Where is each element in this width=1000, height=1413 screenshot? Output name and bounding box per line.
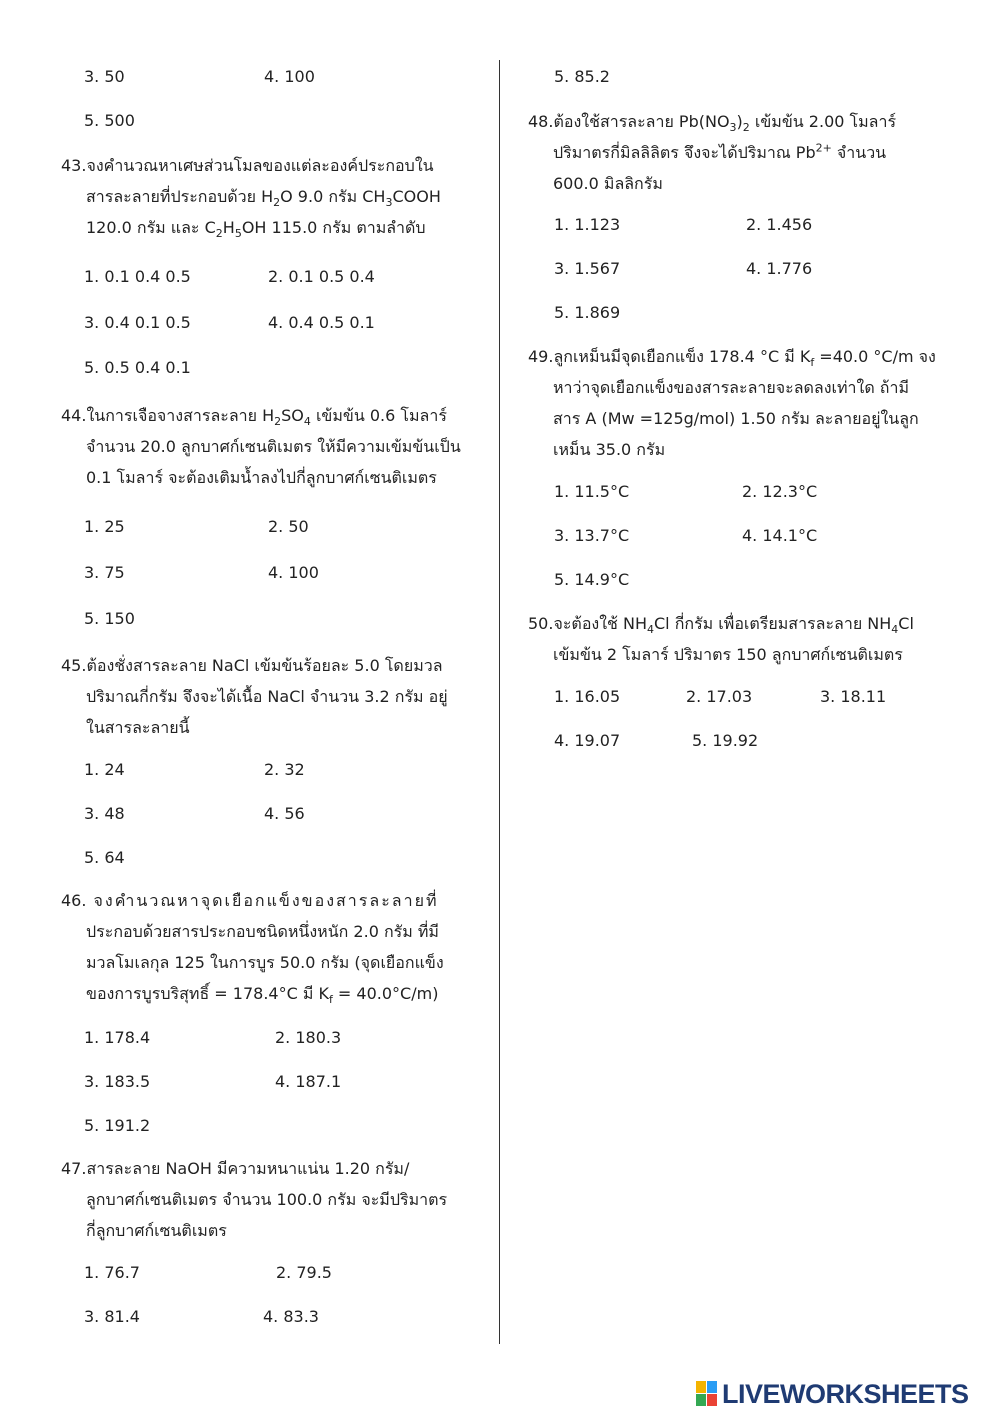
q45-option-4[interactable]: 4. 56 bbox=[264, 804, 305, 823]
q49-option-1[interactable]: 1. 11.5°C bbox=[554, 482, 630, 501]
question-text: ประกอบด้วยสารประกอบชนิดหนึ่งหนัก 2.0 กรัม ที่มี bbox=[86, 922, 439, 941]
q42-option-3: 3. 50 bbox=[84, 67, 125, 86]
q43-option-1[interactable]: 1. 0.1 0.4 0.5 bbox=[84, 267, 191, 286]
liveworksheets-logo bbox=[696, 1376, 969, 1412]
question-text: ต้องใช้สารละลาย $Pb(NO_3)_2$ เข้มข้น 2.00 โมลาร์ bbox=[553, 112, 897, 135]
question-49 bbox=[528, 341, 940, 465]
q45-option-5[interactable]: 5. 64 bbox=[84, 848, 125, 867]
q45-option-1[interactable]: 1. 24 bbox=[84, 760, 125, 779]
question-number: 49. bbox=[528, 347, 554, 366]
question-number: 46. bbox=[61, 891, 87, 910]
question-text: ในการเจือจางสารละลาย $H_2SO_4$ เข้มข้น 0.6 โมลาร์ bbox=[86, 406, 447, 429]
q48-option-3[interactable]: 3. 1.567 bbox=[554, 259, 621, 278]
question-text: จงคำนวณหาจุดเยือกแข็งของสารละลายที่ bbox=[86, 891, 439, 910]
q46-option-4[interactable]: 4. 187.1 bbox=[275, 1072, 342, 1091]
question-text: 120.0 กรัม และ $C_2H_5OH$ 115.0 กรัม ตามลำดับ bbox=[86, 218, 426, 241]
column-divider bbox=[499, 60, 500, 1344]
q50-option-5[interactable]: 5. 19.92 bbox=[692, 731, 759, 750]
q43-option-4[interactable]: 4. 0.4 0.5 0.1 bbox=[268, 313, 375, 332]
question-text: ต้องชั่งสารละลาย NaCl เข้มข้นร้อยละ 5.0 โดยมวล bbox=[86, 656, 443, 675]
question-text: สารละลาย NaOH มีความหนาแน่น 1.20 กรัม/ bbox=[86, 1159, 410, 1178]
question-43 bbox=[61, 150, 473, 243]
q47-option-4[interactable]: 4. 83.3 bbox=[263, 1307, 319, 1326]
question-text: ปริมาณกี่กรัม จึงจะได้เนื้อ NaCl จำนวน 3.2 กรัม อยู่ bbox=[86, 687, 448, 706]
q46-option-2[interactable]: 2. 180.3 bbox=[275, 1028, 342, 1047]
q44-option-1[interactable]: 1. 25 bbox=[84, 517, 125, 536]
q46-option-3[interactable]: 3. 183.5 bbox=[84, 1072, 151, 1091]
question-text: ลูกบาศก์เซนติเมตร จำนวน 100.0 กรัม จะมีปริมาตร bbox=[86, 1190, 448, 1209]
q50-option-3[interactable]: 3. 18.11 bbox=[820, 687, 887, 706]
question-number: 44. bbox=[61, 406, 87, 425]
q50-option-2[interactable]: 2. 17.03 bbox=[686, 687, 753, 706]
q44-option-4[interactable]: 4. 100 bbox=[268, 563, 319, 582]
q45-option-3[interactable]: 3. 48 bbox=[84, 804, 125, 823]
question-text: จะต้องใช้ $NH_4Cl$ กี่กรัม เพื่อเตรียมสารละลาย $NH_4Cl$ bbox=[553, 614, 914, 637]
question-48 bbox=[528, 106, 940, 199]
question-text: สารละลายที่ประกอบด้วย $H_2O$ 9.0 กรัม $CH_3COOH$ bbox=[86, 187, 441, 210]
question-text: กี่ลูกบาศก์เซนติเมตร bbox=[86, 1221, 227, 1240]
q44-option-2[interactable]: 2. 50 bbox=[268, 517, 309, 536]
q47-option-2[interactable]: 2. 79.5 bbox=[276, 1263, 332, 1282]
liveworksheets-mark-icon bbox=[696, 1381, 718, 1407]
question-45 bbox=[61, 650, 473, 743]
q43-option-3[interactable]: 3. 0.4 0.1 0.5 bbox=[84, 313, 191, 332]
q48-option-1[interactable]: 1. 1.123 bbox=[554, 215, 621, 234]
q46-option-1[interactable]: 1. 178.4 bbox=[84, 1028, 151, 1047]
question-text: จำนวน 20.0 ลูกบาศก์เซนติเมตร ให้มีความเข้มข้นเป็น bbox=[86, 437, 461, 456]
question-number: 50. bbox=[528, 614, 554, 633]
q49-option-4[interactable]: 4. 14.1°C bbox=[742, 526, 818, 545]
q49-option-3[interactable]: 3. 13.7°C bbox=[554, 526, 630, 545]
q48-option-4[interactable]: 4. 1.776 bbox=[746, 259, 813, 278]
q44-option-5[interactable]: 5. 150 bbox=[84, 609, 135, 628]
question-number: 45. bbox=[61, 656, 87, 675]
q50-option-1[interactable]: 1. 16.05 bbox=[554, 687, 621, 706]
question-text: ของการบูรบริสุทธิ์ = 178.4°C มี $K_f = 40.0^\circ C/m$) bbox=[86, 984, 439, 1007]
q49-option-2[interactable]: 2. 12.3°C bbox=[742, 482, 818, 501]
question-text: เข้มข้น 2 โมลาร์ ปริมาตร 150 ลูกบาศก์เซนติเมตร bbox=[553, 645, 903, 664]
question-46 bbox=[61, 885, 473, 1009]
question-number: 48. bbox=[528, 112, 554, 131]
question-text: ในสารละลายนี้ bbox=[86, 718, 190, 737]
q42-option-5: 5. 500 bbox=[84, 111, 135, 130]
question-number: 47. bbox=[61, 1159, 87, 1178]
question-47 bbox=[61, 1153, 473, 1246]
question-number: 43. bbox=[61, 156, 87, 175]
q49-option-5[interactable]: 5. 14.9°C bbox=[554, 570, 630, 589]
q47-option-3[interactable]: 3. 81.4 bbox=[84, 1307, 140, 1326]
question-44 bbox=[61, 400, 473, 493]
q47-option-5[interactable]: 5. 85.2 bbox=[554, 67, 610, 86]
q47-option-1[interactable]: 1. 76.7 bbox=[84, 1263, 140, 1282]
q50-option-4[interactable]: 4. 19.07 bbox=[554, 731, 621, 750]
question-50 bbox=[528, 608, 940, 670]
q43-option-2[interactable]: 2. 0.1 0.5 0.4 bbox=[268, 267, 375, 286]
question-text: ปริมาตรกี่มิลลิลิตร จึงจะได้ปริมาณ $Pb^{2+}$ จำนวน bbox=[553, 141, 887, 162]
question-text: มวลโมเลกุล 125 ในการบูร 50.0 กรัม (จุดเยือกแข็ง bbox=[86, 953, 444, 972]
q43-option-5[interactable]: 5. 0.5 0.4 0.1 bbox=[84, 358, 191, 377]
q48-option-2[interactable]: 2. 1.456 bbox=[746, 215, 813, 234]
question-text: ลูกเหม็นมีจุดเยือกแข็ง 178.4 °C มี $K_f =40.0$ °C/m จง bbox=[553, 347, 936, 370]
question-text: 0.1 โมลาร์ จะต้องเติมน้ำลงไปกี่ลูกบาศก์เซนติเมตร bbox=[86, 468, 437, 487]
liveworksheets-wordmark: LIVEWORKSHEETS bbox=[722, 1378, 969, 1409]
q42-option-4: 4. 100 bbox=[264, 67, 315, 86]
q44-option-3[interactable]: 3. 75 bbox=[84, 563, 125, 582]
q48-option-5[interactable]: 5. 1.869 bbox=[554, 303, 621, 322]
question-text: หาว่าจุดเยือกแข็งของสารละลายจะลดลงเท่าใด ถ้ามี bbox=[553, 378, 910, 397]
q45-option-2[interactable]: 2. 32 bbox=[264, 760, 305, 779]
q46-option-5[interactable]: 5. 191.2 bbox=[84, 1116, 151, 1135]
question-text: สาร A (Mw =125g/mol) 1.50 กรัม ละลายอยู่ในลูก bbox=[553, 409, 919, 428]
question-text: 600.0 มิลลิกรัม bbox=[553, 174, 663, 193]
question-text: จงคำนวณหาเศษส่วนโมลของแต่ละองค์ประกอบใน bbox=[86, 156, 434, 175]
question-text: เหม็น 35.0 กรัม bbox=[553, 440, 666, 459]
